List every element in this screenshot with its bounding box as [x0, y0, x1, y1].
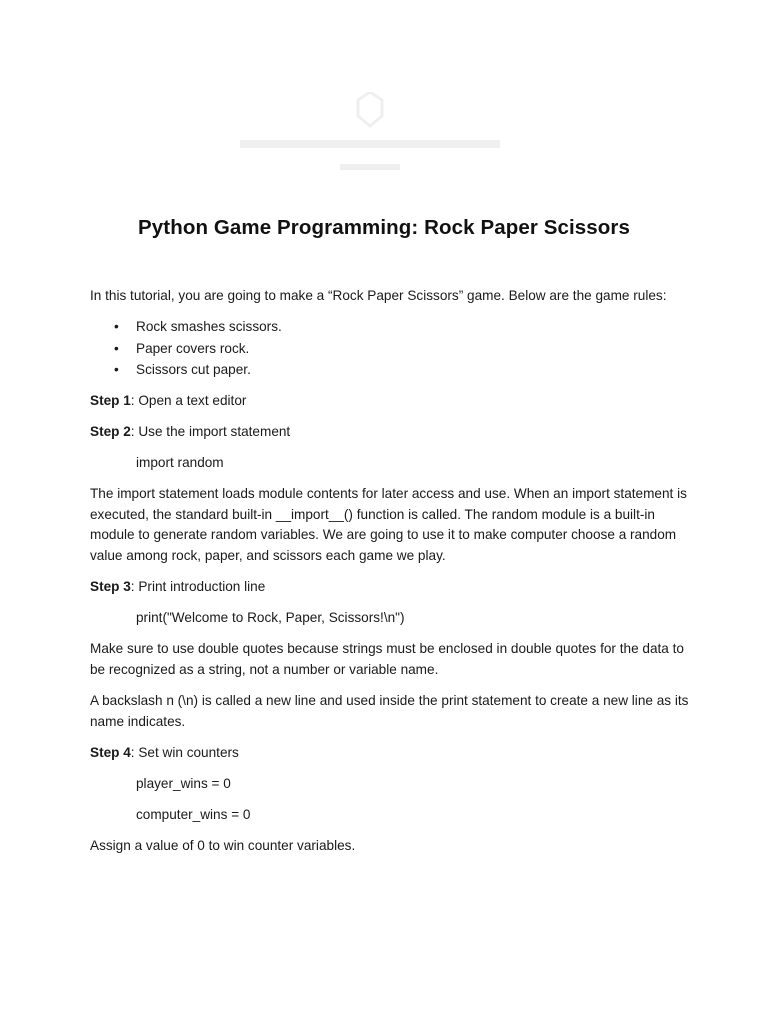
step-text: : Use the import statement — [130, 423, 291, 439]
rule-text: Rock smashes scissors. — [136, 319, 282, 335]
step-label: Step 1 — [90, 392, 131, 408]
document-body — [90, 286, 690, 867]
list-item — [90, 360, 690, 381]
intro-paragraph: In this tutorial, you are going to make a “Rock Paper Scissors” game. Below are the game rules: — [90, 288, 667, 303]
step-text: : Open a text editor — [130, 392, 247, 408]
step-1 — [90, 391, 690, 412]
step-label: Step 4 — [90, 744, 131, 760]
rules-list — [90, 317, 690, 381]
code-player-wins: player_wins = 0 — [136, 775, 231, 791]
rule-text: Scissors cut paper. — [136, 362, 251, 378]
code-import-random: import random — [136, 455, 224, 471]
step-label: Step 3 — [90, 579, 131, 595]
watermark-logo-icon — [230, 92, 510, 182]
bullet-icon: • — [114, 340, 119, 356]
list-item — [90, 317, 690, 338]
step-3 — [90, 577, 690, 598]
code-computer-wins: computer_wins = 0 — [136, 806, 251, 822]
step-text: : Set win counters — [130, 744, 239, 760]
step-4 — [90, 743, 690, 764]
step-text: : Print introduction line — [130, 579, 266, 595]
step-label: Step 2 — [90, 423, 131, 439]
list-item — [90, 339, 690, 360]
page-title: Python Game Programming: Rock Paper Scissors — [138, 216, 630, 239]
quotes-explanation: Make sure to use double quotes because strings must be enclosed in double quotes for the data to be recognized as a string, not a number or variable name. — [90, 641, 684, 677]
import-explanation: The import statement loads module contents for later access and use. When an import statement is executed, the standard built-in __import__() function is called. The random module is a built-in module to generate random variables. We are going to use it to make computer choose a random value among rock, paper, and scissors each game we play. — [90, 486, 687, 563]
bullet-icon: • — [114, 362, 119, 378]
code-print-welcome: print("Welcome to Rock, Paper, Scissors!\n") — [136, 610, 405, 626]
bullet-icon: • — [114, 319, 119, 335]
backslash-explanation: A backslash n (\n) is called a new line and used inside the print statement to create a new line as its name indicates. — [90, 692, 689, 729]
assign-explanation: Assign a value of 0 to win counter variables. — [90, 837, 356, 853]
rule-text: Paper covers rock. — [136, 340, 250, 356]
step-2 — [90, 422, 690, 443]
